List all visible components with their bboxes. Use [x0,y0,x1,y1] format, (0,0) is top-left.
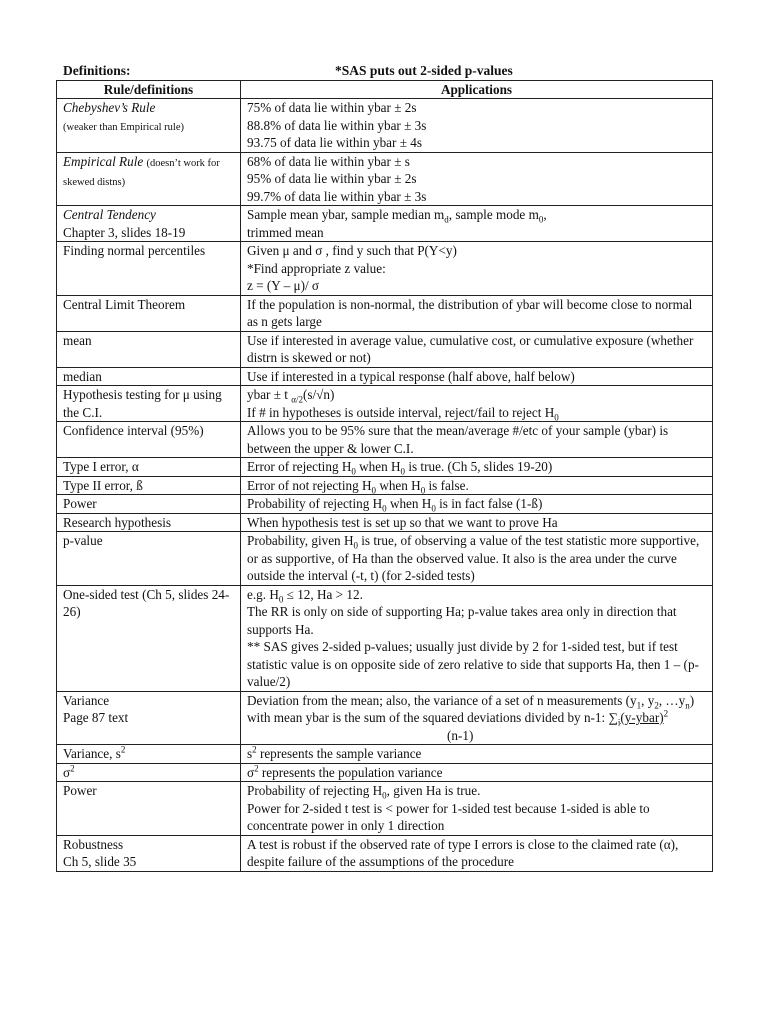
variance-denominator: (n-1) [447,727,474,743]
application-line: 93.75 of data lie within ybar ± 4s [247,135,422,150]
application-line: 99.7% of data lie within ybar ± 3s [247,188,427,204]
term-cell [57,206,241,242]
table-row [57,782,713,836]
application-cell: Use if interested in average value, cumulative cost, or cumulative exposure (whether distrn is skewed or not) [241,331,713,367]
application-cell [241,152,713,206]
table-row [57,458,713,477]
application-cell [241,206,713,242]
term-cell: Power [57,782,241,836]
term-central-tendency: Central Tendency [63,207,156,222]
application-line: 95% of data lie within ybar ± 2s [247,171,417,186]
application-line: Power for 2-sided t test is < power for 1-sided test because 1-sided is able to concentrate power in only 1 direction [247,800,650,833]
application-cell: Error of rejecting $H_0$ when $H_0$ is true. (Ch 5, slides 19-20) [241,458,713,477]
col-header-applications: Applications [241,81,713,99]
table-row [57,532,713,586]
term-cell [57,152,241,206]
term-cell [57,691,241,745]
application-line: 88.8% of data lie within ybar ± 3s [247,117,427,133]
table-row [57,513,713,532]
application-cell: Deviation from the mean; also, the variance of a set of n measurements ($y_1$, $y_2$, $\dots y_n$) with mean ybar is the sum of the squared deviations divided by n-1: $\sum_i(y-ybar)^2$ (n-1) [241,691,713,745]
application-cell: Error of not rejecting $H_0$ when $H_0$ is false. [241,476,713,495]
application-line: *Find appropriate z value: [247,260,386,276]
sas-note-heading: *SAS puts out 2-sided p-values [335,63,513,78]
table-row [57,745,713,764]
term-cell: p-value [57,532,241,586]
table-row [57,422,713,458]
term-cell: $\sigma^2$ [57,763,241,782]
application-cell: $\sigma^2$ represents the population variance [241,763,713,782]
variance-numerator: $\sum_i(y-ybar)$ [608,710,664,728]
term-cell: Finding normal percentiles [57,242,241,296]
application-cell: $s^2$ represents the sample variance [241,745,713,764]
term-variance: Variance [63,692,110,708]
term-cell: Power [57,495,241,514]
definitions-table [56,80,713,872]
table-row [57,691,713,745]
col-header-rules: Rule/definitions [57,81,241,99]
application-cell: When hypothesis test is set up so that we want to prove Ha [241,513,713,532]
term-note: (weaker than Empirical rule) [63,121,184,133]
table-row [57,295,713,331]
application-line: e.g. $H_0 \le 12$, Ha > 12. [247,586,363,605]
application-line: If # in hypotheses is outside interval, reject/fail to reject $H_0$ [247,404,559,423]
term-cell [57,99,241,153]
application-cell: Allows you to be 95% sure that the mean/average #/etc of your sample (ybar) is between the upper & lower C.I. [241,422,713,458]
application-cell [241,99,713,153]
table-row [57,206,713,242]
table-header-row [57,81,713,99]
table-row [57,763,713,782]
table-row [57,835,713,871]
application-cell: If the population is non-normal, the distribution of ybar will become close to normal as n gets large [241,295,713,331]
application-line: 68% of data lie within ybar ± s [247,153,410,169]
table-row [57,99,713,153]
term-cell: median [57,367,241,386]
table-row [57,331,713,367]
table-row [57,386,713,422]
application-line: ** SAS gives 2-sided p-values; usually just divide by 2 for 1-sided test, but if test statistic value is on opposite side of zero relative to side that supports Ha, then 1 – (p-value/2) [247,639,699,689]
term-reference: Ch 5, slide 35 [63,854,137,869]
application-cell: Use if interested in a typical response (half above, half below) [241,367,713,386]
term-reference: Chapter 3, slides 18-19 [63,224,186,240]
table-row [57,152,713,206]
table-row [57,367,713,386]
term-cell: Central Limit Theorem [57,295,241,331]
term-cell [57,835,241,871]
application-cell [241,242,713,296]
term-empirical: Empirical Rule [63,153,144,169]
table-row [57,242,713,296]
application-cell: A test is robust if the observed rate of type I errors is close to the claimed rate (α), despite failure of the assumptions of the procedure [241,835,713,871]
term-chebyshev: Chebyshev’s Rule [63,100,156,115]
term-reference: Page 87 text [63,710,129,725]
term-cell: Research hypothesis [57,513,241,532]
application-line: Given μ and σ , find y such that P(Y<y) [247,243,457,258]
table-row [57,585,713,691]
application-cell [241,585,713,691]
term-cell: Hypothesis testing for μ using the C.I. [57,386,241,422]
application-cell: Probability, given $H_0$ is true, of observing a value of the test statistic more supportive, or as supportive, of Ha than the observed value. It also is the area under the curve outside the interval (-t, t) (for 2-sided tests) [241,532,713,586]
term-note: (doesn’t work for skewed distns) [63,157,220,188]
term-cell: Variance, $s^2$ [57,745,241,764]
term-cell: mean [57,331,241,367]
application-line: Probability of rejecting $H_0$, given Ha is true. [247,783,481,801]
table-row [57,476,713,495]
application-line: 75% of data lie within ybar ± 2s [247,100,417,115]
application-line: ybar ± t $_{\alpha/2}$(s/√n) [247,387,335,405]
term-cell: One-sided test (Ch 5, slides 24-26) [57,585,241,691]
term-cell: Confidence interval (95%) [57,422,241,458]
term-robustness: Robustness [63,836,124,852]
application-line: trimmed mean [247,224,324,240]
application-line: The RR is only on side of supporting Ha; p-value takes area only in direction that supports Ha. [247,604,677,637]
application-line: z = (Y – μ)/ σ [247,278,320,293]
application-cell [241,782,713,836]
term-cell: Type II error, ß [57,476,241,495]
term-cell: Type I error, α [57,458,241,477]
application-cell [241,386,713,422]
table-row [57,495,713,514]
definitions-heading: Definitions: [63,63,131,78]
application-line: Sample mean ybar, sample median $m_d$, sample mode $m_0$, [247,207,547,225]
application-cell: Probability of rejecting $H_0$ when $H_0$ is in fact false (1-ß) [241,495,713,514]
